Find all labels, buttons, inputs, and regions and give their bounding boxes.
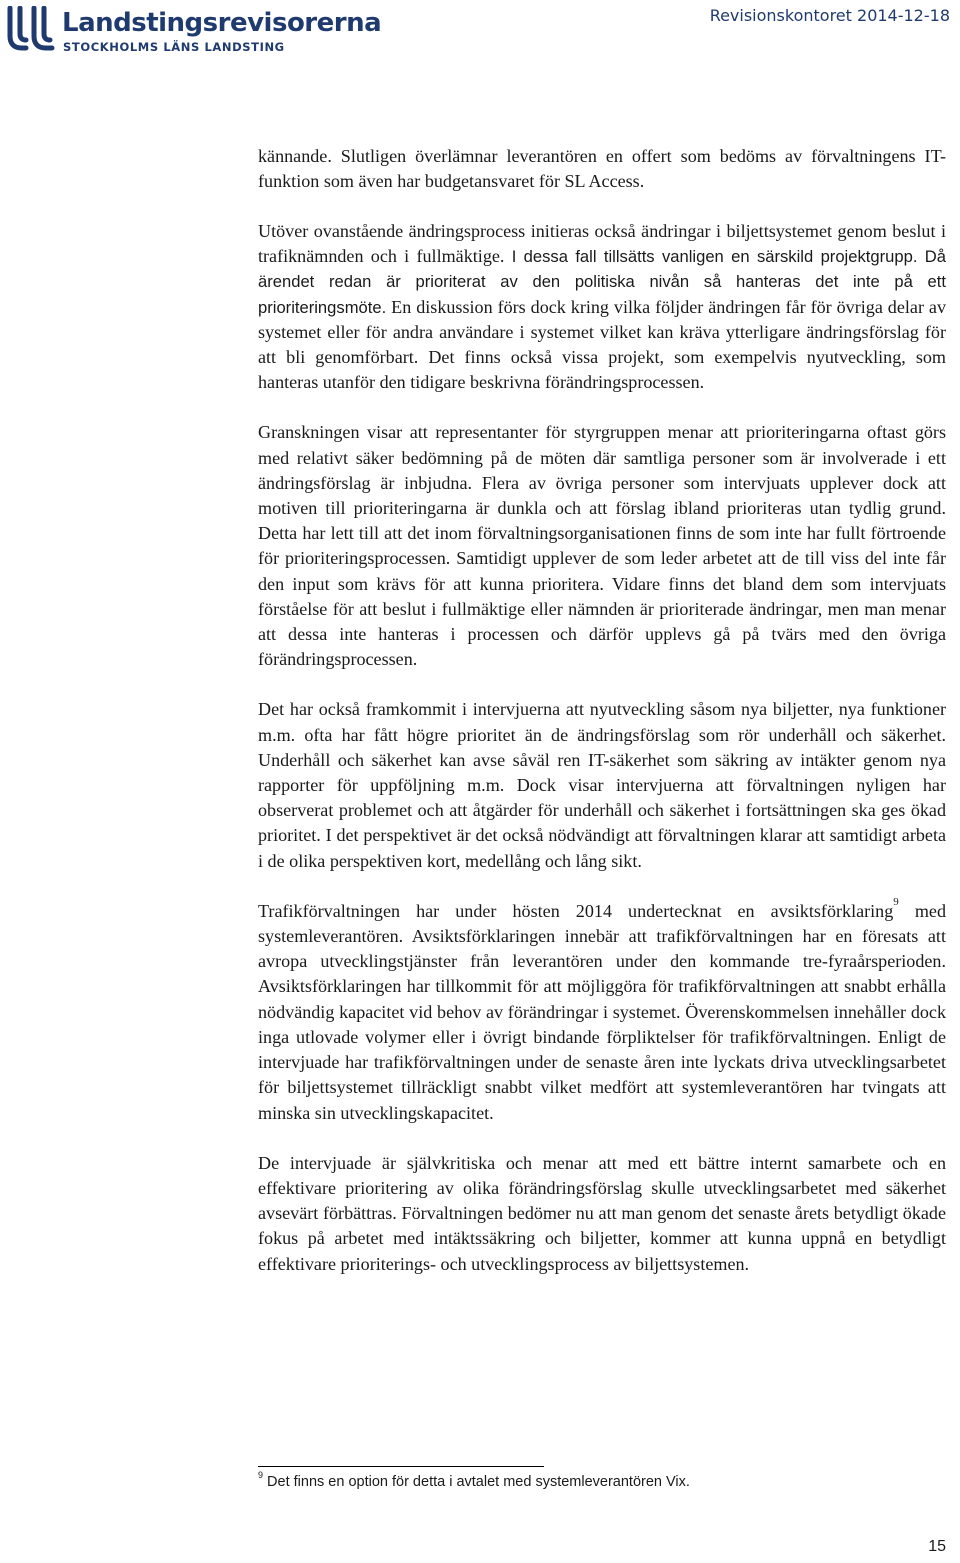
document-body <box>258 144 946 1302</box>
page-header <box>0 0 960 60</box>
paragraph-6: De intervjuade är självkritiska och menar att med ett bättre internt samarbete och en effektivare prioritering av olika förändringsförslag skulle utvecklingsarbetet med säkerhet avsevärt förbättras. Förvaltningen bedömer nu att man genom det senaste årets betydligt ökade fokus på arbetet med intäktssäkring och biljetter, kommer att kunna uppnå en betydligt effektivare prioriterings- och utvecklingsprocess av biljettsystemen. <box>258 1152 946 1274</box>
paragraph-5-part-a: Trafikförvaltningen har under hösten 2014 undertecknat en avsiktsförklaring <box>258 900 894 921</box>
footnote-text: Det finns en option för detta i avtalet med systemleverantören Vix. <box>263 1474 690 1490</box>
logo-mark-icon <box>6 6 56 52</box>
footnote-reference[interactable]: 9 <box>893 895 899 908</box>
footnote-divider <box>258 1466 544 1467</box>
paragraph-2-part-a: Utöver ovanstående ändringsprocess initieras också ändringar i biljettsystemet genom beslut i trafiknämnden och i fullmäktige. <box>258 221 946 267</box>
paragraph-4: Det har också framkommit i intervjuerna att nyutveckling såsom nya biljetter, nya funktioner m.m. ofta har fått högre prioritet än de ändringsförslag som rör underhåll och säkerhet. Underhåll och säkerhet kan avse såväl ren IT-säkerhet som säkring av intäkter genom nya rapporter för uppföljning m.m. Dock visar intervjuerna att förvaltningen nyligen har observerat problemet och att åtgärder för underhåll och säkerhet i fortsättningen ska ges ökad prioritet. I det perspektivet är det också nödvändigt att förvaltningen klarar att samtidigt arbeta i de olika perspektiven kort, medellång och lång sikt. <box>258 699 946 871</box>
paragraph-5-part-b: med systemleverantören. Avsiktsförklaringen innebär att trafikförvaltningen har en föresats att avropa utvecklingstjänster från leverantören under den kommande tre-fyraårsperioden. Avsiktsförklaringen har tillkommit för att möjliggöra för trafikförvaltningen att snabbt erhålla nödvändig kapacitet vid behov av förändringar i systemet. Överenskommelsen innehåller dock inga utlovade volymer eller i övrigt bindande förpliktelser för trafikförvaltningen. Enligt de intervjuade har trafikförvaltningen under de senaste åren inte lyckats driva utvecklingsarbetet för biljettsystemet tillräckligt snabbt vilket medfört att systemleverantören har tvingats att minska sin utvecklingskapacitet. <box>258 900 946 1123</box>
page-number: 15 <box>928 1538 946 1555</box>
footnote <box>258 1470 690 1490</box>
paragraph-1: kännande. Slutligen överlämnar leverantören en offert som bedöms av förvaltningens IT-funktion som även har budgetansvaret för SL Access. <box>258 146 946 191</box>
header-office-date: Revisionskontoret 2014-12-18 <box>709 6 950 25</box>
paragraph-2 <box>258 219 946 395</box>
paragraph-5 <box>258 895 946 1126</box>
paragraph-3: Granskningen visar att representanter för styrgruppen menar att prioriteringarna oftast görs med relativt säker bedömning på de möten där samtliga personer som är involverade i ett ändringsförslag är inbjudna. Flera av övriga personer som intervjuats upplever dock att motiven till prioriteringarna är dunkla och att förslag ibland prioriteras utan tydlig grund. Detta har lett till att det inom förvaltningsorganisationen finns de som inte har fullt förtroende för prioriteringsprocessen. Samtidigt upplever de som leder arbetet att de till viss del inte får den input som krävs för att kunna prioritera. Vidare finns det bland dem som intervjuats förståelse för att beslut i fullmäktige eller nämnden är prioriterade ändringar, men man menar att dessa inte hanteras i processen och därför upplevs gå på tvärs med den övriga förändringsprocessen. <box>258 422 946 670</box>
logo-name: Landstingsrevisorerna <box>62 8 382 38</box>
logo-subtitle: STOCKHOLMS LÄNS LANDSTING <box>63 40 285 54</box>
paragraph-2-part-c: En diskussion förs dock kring vilka följder ändringen får för övriga delar av systemet eller för andra användare i systemet vilket kan kräva ytterligare ändringsförslag för att bli genomförbart. Det finns också vissa projekt, som exempelvis nyutveckling, som hanteras utanför den tidigare beskrivna förändringsprocessen. <box>258 296 946 393</box>
footnote-number: 9 <box>258 1470 264 1480</box>
paragraph-2-part-b: I dessa fall tillsätts vanligen en särskild projektgrupp. Då ärendet redan är prioriterat av den politiska nivån så hanteras det inte på ett prioriteringsmöte. <box>258 247 946 317</box>
logo <box>6 6 382 54</box>
